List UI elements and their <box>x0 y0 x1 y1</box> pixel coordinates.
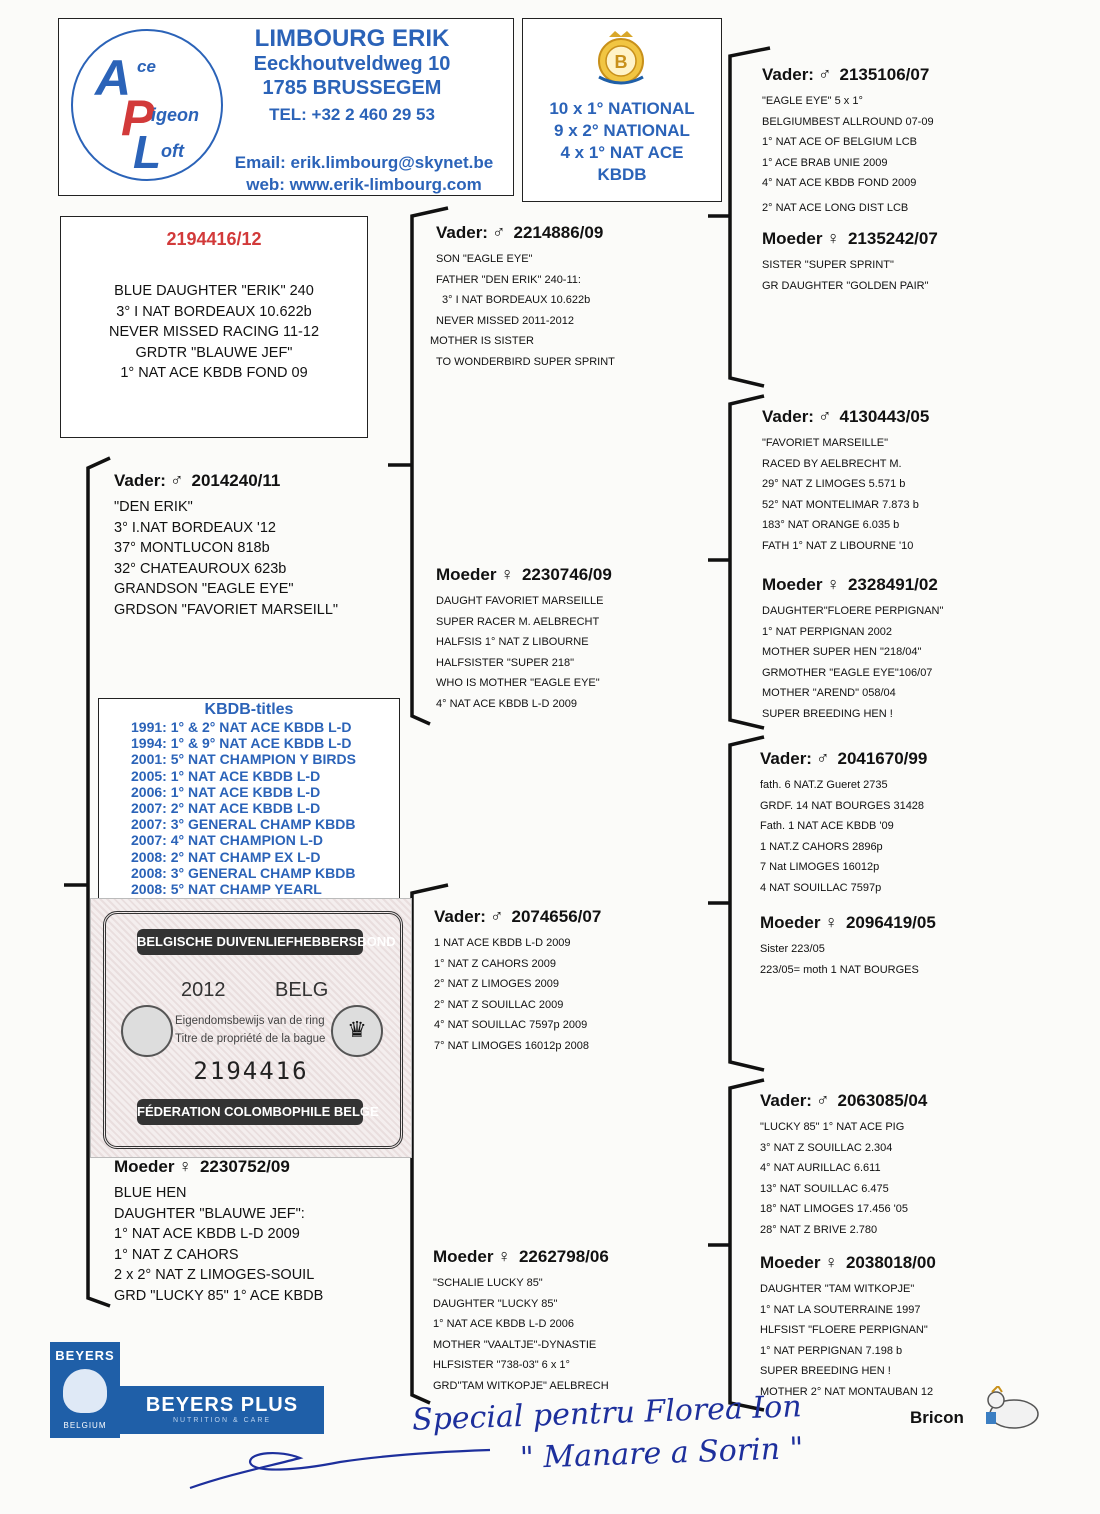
pedigree-line: 4° NAT AURILLAC 6.611 <box>760 1162 881 1174</box>
bricon-label: Bricon <box>910 1408 964 1427</box>
kbdb-title-row: 2008: 5° NAT CHAMP YEARL <box>131 881 322 898</box>
breeder-city: 1785 BRUSSEGEM <box>262 77 442 99</box>
dam-dam-ring: 2262798/06 <box>518 1247 609 1266</box>
dam-heading: Moeder ♀ 2230752/09 <box>114 1156 290 1176</box>
female-symbol-icon: ♀ <box>178 1156 192 1176</box>
pedigree-line: 1° NAT ACE OF BELGIUM LCB <box>762 136 917 148</box>
handwritten-dedication-line1: Special pentru Florea Ion <box>411 1389 803 1438</box>
pedigree-line: 1 NAT ACE KBDB L-D 2009 <box>434 937 571 949</box>
pedigree-line: MOTHER "VAALTJE"-DYNASTIE <box>433 1338 597 1351</box>
beyers-plus-sub: NUTRITION & CARE <box>172 1417 272 1424</box>
ssd-entry: Moeder ♀ 2135242/07 SISTER "SUPER SPRINT" GR DAUGHTER "GOLDEN PAIR" <box>762 228 1062 296</box>
achievement-line: 9 x 2° NATIONAL <box>554 121 690 140</box>
male-symbol-icon: ♂ <box>489 906 504 926</box>
sire-line: GRDSON "FAVORIET MARSEILL" <box>114 601 339 618</box>
subject-line: GRDTR "BLAUWE JEF" <box>135 344 293 361</box>
pedigree-line: 4° NAT ACE KBDB L-D 2009 <box>436 697 577 710</box>
male-symbol-icon: ♂ <box>817 64 832 84</box>
breeder-header <box>58 18 514 196</box>
pedigree-line: 1° NAT LA SOUTERRAINE 1997 <box>760 1303 921 1316</box>
sire-sire-entry: Vader: ♂ 2214886/09 SON "EAGLE EYE" FATHER "DEN ERIK" 240-11: 3° I NAT BORDEAUX 10.622b NEVER MISSED 2011-2012 MOTHER IS SISTER TO WONDERBIRD SUPER SPRINT <box>436 222 708 372</box>
pedigree-line: SUPER BREEDING HEN ! <box>762 707 893 720</box>
beyers-logo-text: BEYERS <box>55 1348 115 1363</box>
sire-line: 32° CHATEAUROUX 623b <box>114 560 287 577</box>
pedigree-line: 3° I NAT BORDEAUX 10.622b <box>442 294 591 306</box>
male-symbol-icon: ♂ <box>491 222 506 242</box>
kbdb-title-row: 2001: 5° NAT CHAMPION Y BIRDS <box>131 751 356 768</box>
subject-pigeon-box <box>60 216 368 438</box>
subject-line: 3° I NAT BORDEAUX 10.622b <box>116 303 312 320</box>
pedigree-line: 7 Nat LIMOGES 16012p <box>760 861 880 873</box>
logo-text-oft: oft <box>161 141 184 161</box>
pedigree-line: HLFSISTER "738-03" 6 x 1° <box>433 1359 570 1371</box>
dam-line: 1° NAT Z CAHORS <box>114 1246 239 1263</box>
dam-line: 1° NAT ACE KBDB L-D 2009 <box>114 1226 300 1242</box>
sds-entry: Vader: ♂ 4130443/05 "FAVORIET MARSEILLE" RACED BY AELBRECHT M. 29° NAT Z LIMOGES 5.571 b 52° NAT MONTELIMAR 7.873 b 183° NAT ORANGE 6.035 b FATH 1° NAT Z LIBOURNE '10 <box>762 406 1062 556</box>
pedigree-line: HALFSISTER "SUPER 218" <box>436 656 575 669</box>
ddd-entry: Moeder ♀ 2038018/00 DAUGHTER "TAM WITKOPJE" 1° NAT LA SOUTERRAINE 1997 HLFSIST "FLOERE PERPIGNAN" 1° NAT PERPIGNAN 7.198 b SUPER BREEDING HEN ! MOTHER 2° NAT MONTAUBAN 12 <box>760 1252 1060 1402</box>
sire-dam-entry: Moeder ♀ 2230746/09 DAUGHT FAVORIET MARSEILLE SUPER RACER M. AELBRECHT HALFSIS 1° NAT Z LIBOURNE HALFSISTER "SUPER 218" WHO IS MOTHER "EAGLE EYE" 4° NAT ACE KBDB L-D 2009 <box>436 564 708 714</box>
sire-line: 37° MONTLUCON 818b <box>114 540 270 556</box>
pedigree-line: 2° NAT Z SOUILLAC 2009 <box>434 998 564 1011</box>
breeder-phone: TEL: +32 2 460 29 53 <box>269 105 435 124</box>
pedigree-line: 1° ACE BRAB UNIE 2009 <box>762 156 888 169</box>
logo-text-ce: ce <box>137 57 156 76</box>
logo-letter-l: L <box>133 126 162 178</box>
pedigree-line: "SCHALIE LUCKY 85" <box>433 1277 543 1289</box>
pedigree-line: BELGIUMBEST ALLROUND 07-09 <box>762 115 934 128</box>
sire-line: 3° I.NAT BORDEAUX '12 <box>114 519 276 536</box>
logo-letter-a: A <box>95 50 132 106</box>
subject-line: 1° NAT ACE KBDB FOND 09 <box>120 365 308 381</box>
beyers-plus-logo <box>120 1386 324 1434</box>
pedigree-line: 1° NAT PERPIGNAN 7.198 b <box>760 1344 903 1357</box>
pedigree-line: FATH 1° NAT Z LIBOURNE '10 <box>762 539 914 552</box>
kbdb-title-row: 2008: 3° GENERAL CHAMP KBDB <box>131 864 356 881</box>
pedigree-line: TO WONDERBIRD SUPER SPRINT <box>436 355 615 368</box>
pedigree-line: SON "EAGLE EYE" <box>436 253 533 265</box>
pedigree-line: 1° NAT ACE KBDB L-D 2006 <box>433 1318 574 1330</box>
certificate-line2: Titre de propriété de la bague <box>175 1033 326 1045</box>
sire-heading: Vader: ♂ 2014240/11 <box>114 470 281 490</box>
dam-entry <box>114 1156 404 1306</box>
pigeon-icon <box>63 1369 107 1413</box>
pedigree-line: MOTHER SUPER HEN "218/04" <box>762 646 922 658</box>
pedigree-line: 18° NAT LIMOGES 17.456 '05 <box>760 1203 908 1215</box>
certificate-country: BELG <box>275 979 329 1001</box>
pedigree-line: 4 NAT SOUILLAC 7597p <box>760 881 882 894</box>
pedigree-line: GRMOTHER "EAGLE EYE"106/07 <box>762 666 933 679</box>
pedigree-line: FATHER "DEN ERIK" 240-11: <box>436 273 581 286</box>
kbdb-titles-heading: KBDB-titles <box>204 701 294 718</box>
certificate-top-banner: BELGISCHE DUIVENLIEFHEBBERSBOND <box>137 929 363 955</box>
pedigree-line: GR DAUGHTER "GOLDEN PAIR" <box>762 279 929 292</box>
beyers-logo <box>50 1342 120 1438</box>
pedigree-line: 1° NAT Z CAHORS 2009 <box>434 957 556 970</box>
pedigree-line: MOTHER 2° NAT MONTAUBAN 12 <box>760 1385 934 1398</box>
female-symbol-icon: ♀ <box>824 912 838 932</box>
kbdb-title-row: 2005: 1° NAT ACE KBDB L-D <box>131 767 321 784</box>
dsd-entry: Moeder ♀ 2096419/05 Sister 223/05 223/05= moth 1 NAT BOURGES <box>760 912 1060 980</box>
kbdb-title-row: 1991: 1° & 2° NAT ACE KBDB L-D <box>131 719 352 735</box>
pedigree-line: DAUGHTER "TAM WITKOPJE" <box>760 1283 915 1295</box>
pedigree-line: SUPER BREEDING HEN ! <box>760 1365 891 1377</box>
pedigree-line: 28° NAT Z BRIVE 2.780 <box>760 1223 878 1236</box>
pedigree-line: MOTHER IS SISTER <box>430 335 534 347</box>
certificate-year: 2012 <box>181 979 226 1001</box>
dds-entry: Vader: ♂ 2063085/04 "LUCKY 85" 1° NAT ACE PIG 3° NAT Z SOUILLAC 2.304 4° NAT AURILLAC 6.611 13° NAT SOUILLAC 6.475 18° NAT LIMOGES 17.456 '05 28° NAT Z BRIVE 2.780 <box>760 1090 1060 1240</box>
dam-line: GRD "LUCKY 85" 1° ACE KBDB <box>114 1287 324 1304</box>
certificate-bottom-banner: FÉDERATION COLOMBOPHILE BELGE <box>137 1099 363 1125</box>
sire-line: GRANDSON "EAGLE EYE" <box>114 581 294 597</box>
pedigree-line: WHO IS MOTHER "EAGLE EYE" <box>436 677 600 689</box>
female-symbol-icon: ♀ <box>497 1246 511 1266</box>
female-symbol-icon: ♀ <box>826 228 840 248</box>
pedigree-line: SISTER "SUPER SPRINT" <box>762 259 894 271</box>
kbdb-title-row: 2007: 2° NAT ACE KBDB L-D <box>131 800 321 817</box>
sire-dam-ring: 2230746/09 <box>521 565 612 584</box>
pedigree-line: 4° NAT SOUILLAC 7597p 2009 <box>434 1019 588 1031</box>
male-symbol-icon: ♂ <box>815 1090 830 1110</box>
achievement-line: 4 x 1° NAT ACE <box>560 143 684 162</box>
pedigree-line: fath. 6 NAT.Z Gueret 2735 <box>760 779 888 791</box>
pedigree-line: NEVER MISSED 2011-2012 <box>436 314 574 327</box>
pedigree-line: "FAVORIET MARSEILLE" <box>762 437 888 449</box>
female-symbol-icon: ♀ <box>500 564 514 584</box>
svg-text:B: B <box>614 52 628 72</box>
kbdb-title-row: 1994: 1° & 9° NAT ACE KBDB L-D <box>131 735 352 752</box>
pedigree-line: 7° NAT LIMOGES 16012p 2008 <box>434 1039 590 1052</box>
pedigree-line: 223/05= moth 1 NAT BOURGES <box>760 963 919 976</box>
sire-entry <box>114 470 404 620</box>
breeder-website[interactable]: web: www.erik-limbourg.com <box>246 175 482 194</box>
sire-ring: 2014240/11 <box>191 471 281 490</box>
bricon-pigeon-icon <box>976 1386 1048 1432</box>
pedigree-line: SUPER RACER M. AELBRECHT <box>436 615 600 628</box>
handwritten-dedication-line2: " Manare a Sorin " <box>519 1431 804 1476</box>
sss-entry: Vader: ♂ 2135106/07 "EAGLE EYE" 5 x 1° BELGIUMBEST ALLROUND 07-09 1° NAT ACE OF BELGIUM LCB 1° ACE BRAB UNIE 2009 4° NAT ACE KBDB FOND 2009 2° NAT ACE LONG DIST LCB <box>762 64 1062 218</box>
dam-line: 2 x 2° NAT Z LIMOGES-SOUIL <box>114 1267 315 1283</box>
dam-sire-ring: 2074656/07 <box>511 907 602 926</box>
pedigree-line: DAUGHT FAVORIET MARSEILLE <box>436 595 604 607</box>
beyers-country: BELGIUM <box>63 1421 107 1430</box>
pedigree-line: DAUGHTER"FLOERE PERPIGNAN" <box>762 605 944 617</box>
pedigree-line: Fath. 1 NAT ACE KBDB '09 <box>760 820 894 832</box>
breeder-street: Eeckhoutveldweg 10 <box>253 53 451 75</box>
pedigree-line: "EAGLE EYE" 5 x 1° <box>762 95 863 107</box>
certificate-seal-icon <box>121 1005 173 1057</box>
pedigree-line: 2° NAT Z LIMOGES 2009 <box>434 978 560 990</box>
breeder-email[interactable]: Email: erik.limbourg@skynet.be <box>234 153 494 172</box>
pedigree-line: 183° NAT ORANGE 6.035 b <box>762 519 900 531</box>
pedigree-line: MOTHER "AREND" 058/04 <box>762 687 896 699</box>
pedigree-line: Sister 223/05 <box>760 943 825 955</box>
pedigree-line: 52° NAT MONTELIMAR 7.873 b <box>762 498 919 511</box>
dam-sire-entry: Vader: ♂ 2074656/07 1 NAT ACE KBDB L-D 2009 1° NAT Z CAHORS 2009 2° NAT Z LIMOGES 2009 2° NAT Z SOUILLAC 2009 4° NAT SOUILLAC 7597p 2009 7° NAT LIMOGES 16012p 2008 <box>434 906 706 1056</box>
ace-pigeon-loft-logo <box>71 29 223 181</box>
breeder-name: LIMBOURG ERIK <box>254 25 450 52</box>
beyers-plus-text: BEYERS PLUS <box>145 1394 299 1416</box>
pedigree-line: 1 NAT.Z CAHORS 2896p <box>760 840 883 853</box>
pedigree-line: 3° NAT Z SOUILLAC 2.304 <box>760 1141 893 1154</box>
pedigree-line: "LUCKY 85" 1° NAT ACE PIG <box>760 1121 905 1133</box>
kbdb-crest-icon <box>595 29 647 89</box>
kbdb-title-row: 2007: 3° GENERAL CHAMP KBDB <box>131 816 356 833</box>
sire-line: "DEN ERIK" <box>114 499 193 515</box>
subject-line: NEVER MISSED RACING 11-12 <box>108 324 320 340</box>
pedigree-line: HLFSIST "FLOERE PERPIGNAN" <box>760 1324 928 1336</box>
kbdb-title-row: 2008: 2° NAT CHAMP EX L-D <box>131 848 321 865</box>
kbdb-titles-box <box>98 698 400 904</box>
achievement-line: KBDB <box>597 165 647 184</box>
female-symbol-icon: ♀ <box>826 574 840 594</box>
pedigree-line: 1° NAT PERPIGNAN 2002 <box>762 625 892 638</box>
pedigree-line: 29° NAT Z LIMOGES 5.571 b <box>762 478 906 490</box>
ring-certificate <box>90 898 412 1158</box>
dam-line: BLUE HEN <box>114 1185 187 1201</box>
dam-line: DAUGHTER "BLAUWE JEF": <box>114 1205 305 1222</box>
kbdb-title-row: 2006: 1° NAT ACE KBDB L-D <box>131 783 321 800</box>
male-symbol-icon: ♂ <box>817 406 832 426</box>
pedigree-line: GRD"TAM WITKOPJE" AELBRECH <box>433 1379 609 1392</box>
logo-letter-p: P <box>121 90 155 146</box>
sdd-entry: Moeder ♀ 2328491/02 DAUGHTER"FLOERE PERPIGNAN" 1° NAT PERPIGNAN 2002 MOTHER SUPER HEN "218/04" GRMOTHER "EAGLE EYE"106/07 MOTHER "AREND" 058/04 SUPER BREEDING HEN ! <box>762 574 1062 724</box>
pedigree-line: 4° NAT ACE KBDB FOND 2009 <box>762 177 917 189</box>
subject-ring-number: 2194416/12 <box>166 229 262 249</box>
female-symbol-icon: ♀ <box>824 1252 838 1272</box>
pedigree-line: 2° NAT ACE LONG DIST LCB <box>762 201 909 214</box>
pedigree-line: HALFSIS 1° NAT Z LIBOURNE <box>436 636 589 648</box>
pedigree-line: RACED BY AELBRECHT M. <box>762 457 902 470</box>
achievement-line: 10 x 1° NATIONAL <box>549 99 695 118</box>
pedigree-line: DAUGHTER "LUCKY 85" <box>433 1297 558 1310</box>
logo-text-igeon: igeon <box>151 105 199 125</box>
male-symbol-icon: ♂ <box>815 748 830 768</box>
kbdb-title-row: 2007: 4° NAT CHAMPION L-D <box>131 832 324 849</box>
certificate-line1: Eigendomsbewijs van de ring <box>175 1015 325 1027</box>
dam-ring: 2230752/09 <box>199 1157 290 1176</box>
male-symbol-icon: ♂ <box>169 470 184 490</box>
pedigree-line: 13° NAT SOUILLAC 6.475 <box>760 1182 889 1195</box>
certificate-number: 2194416 <box>193 1057 309 1085</box>
crown-emblem-icon: ♛ <box>331 1005 383 1057</box>
sire-sire-ring: 2214886/09 <box>513 223 604 242</box>
subject-line: BLUE DAUGHTER "ERIK" 240 <box>114 283 314 299</box>
pedigree-line: GRDF. 14 NAT BOURGES 31428 <box>760 799 925 812</box>
achievements-box <box>522 18 722 202</box>
dss-entry: Vader: ♂ 2041670/99 fath. 6 NAT.Z Gueret 2735 GRDF. 14 NAT BOURGES 31428 Fath. 1 NAT ACE KBDB '09 1 NAT.Z CAHORS 2896p 7 Nat LIMOGES 16012p 4 NAT SOUILLAC 7597p <box>760 748 1060 898</box>
dam-dam-entry: Moeder ♀ 2262798/06 "SCHALIE LUCKY 85" DAUGHTER "LUCKY 85" 1° NAT ACE KBDB L-D 2006 MOTHER "VAALTJE"-DYNASTIE HLFSISTER "738-03" 6 x 1° GRD"TAM WITKOPJE" AELBRECH <box>433 1246 705 1396</box>
